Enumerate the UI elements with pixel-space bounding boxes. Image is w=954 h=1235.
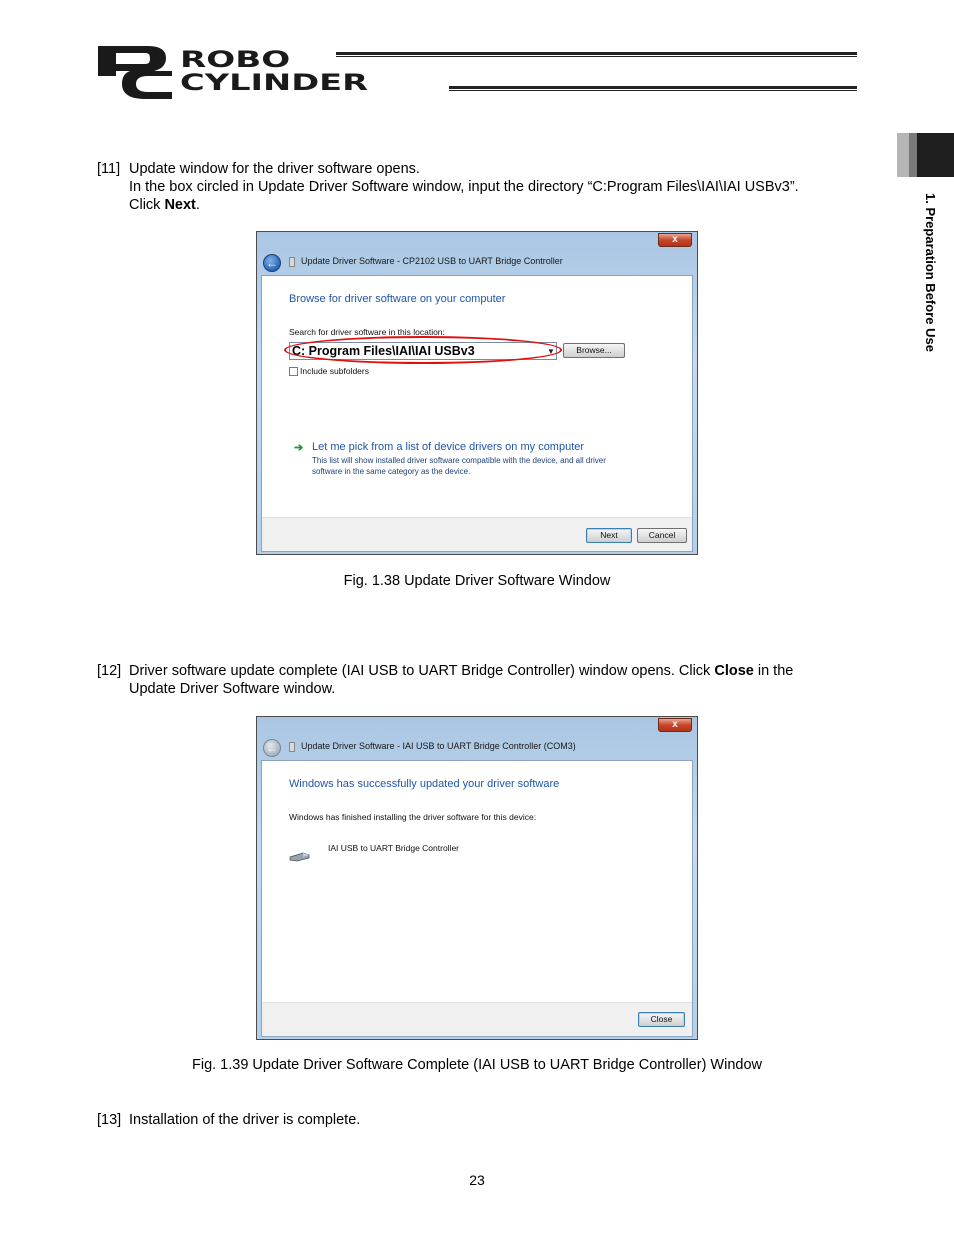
step-text: Installation of the driver is complete. bbox=[129, 1112, 361, 1128]
step-12 bbox=[97, 662, 793, 698]
dialog-footer bbox=[262, 1002, 692, 1036]
step-text: Update window for the driver software opens. bbox=[129, 161, 420, 177]
dialog-footer bbox=[262, 517, 692, 551]
green-arrow-icon: ➔ bbox=[294, 442, 304, 454]
chapter-label: 1. Preparation Before Use bbox=[923, 193, 938, 352]
update-complete-dialog bbox=[256, 716, 698, 1040]
window-title: Update Driver Software - IAI USB to UART Bridge Controller (COM3) bbox=[301, 741, 576, 751]
pick-from-list-description: This list will show installed driver software compatible with the device, and all driver software in the same category as the device. bbox=[312, 456, 606, 476]
window-close-button[interactable]: x bbox=[658, 233, 692, 247]
finished-label: Windows has finished installing the driver software for this device: bbox=[289, 812, 537, 822]
figure-caption: Fig. 1.39 Update Driver Software Complete (IAI USB to UART Bridge Controller) Window bbox=[191, 1057, 763, 1073]
window-close-button[interactable]: x bbox=[658, 718, 692, 732]
search-location-label: Search for driver software in this location: bbox=[289, 327, 445, 337]
highlight-circle bbox=[284, 336, 562, 364]
rc-logo-icon bbox=[96, 44, 174, 100]
usb-device-icon bbox=[289, 850, 311, 862]
dialog-content bbox=[261, 275, 693, 552]
driver-path-input[interactable]: C: Program Files\IAI\IAI USBv3 bbox=[289, 342, 557, 360]
logo-text-robo: ROBO bbox=[180, 48, 291, 73]
include-subfolders-checkbox[interactable] bbox=[289, 367, 298, 376]
dialog-heading: Browse for driver software on your computer bbox=[289, 293, 506, 305]
device-icon bbox=[289, 257, 295, 267]
device-name: IAI USB to UART Bridge Controller bbox=[328, 843, 460, 853]
step-text: In the box circled in Update Driver Software window, input the directory “C:Program Files\IAI\IAI USBv3”. bbox=[129, 179, 799, 195]
step-11 bbox=[97, 160, 799, 214]
browse-button[interactable]: Browse... bbox=[563, 343, 625, 358]
back-arrow-icon[interactable]: ← bbox=[263, 254, 281, 272]
logo-text-cylinder: CYLINDER bbox=[180, 71, 369, 96]
page-number: 23 bbox=[469, 1172, 485, 1188]
back-arrow-icon: ← bbox=[263, 739, 281, 757]
figure-caption: Fig. 1.38 Update Driver Software Window bbox=[343, 573, 611, 589]
step-text: Update Driver Software window. bbox=[129, 681, 336, 697]
window-title: Update Driver Software - CP2102 USB to UART Bridge Controller bbox=[301, 256, 563, 266]
cancel-button[interactable]: Cancel bbox=[637, 528, 687, 543]
next-button[interactable]: Next bbox=[586, 528, 632, 543]
step-text: Click Next. bbox=[129, 197, 200, 213]
step-text: Driver software update complete (IAI USB to UART Bridge Controller) window opens. Click Close in the bbox=[129, 663, 794, 679]
close-button[interactable]: Close bbox=[638, 1012, 685, 1027]
include-subfolders-label: Include subfolders bbox=[300, 366, 369, 376]
dialog-content bbox=[261, 760, 693, 1037]
step-number: [12] bbox=[97, 663, 122, 679]
update-driver-dialog bbox=[256, 231, 698, 555]
pick-from-list-link[interactable]: Let me pick from a list of device drivers on my computer bbox=[312, 441, 585, 453]
step-13 bbox=[97, 1111, 360, 1129]
header-rule-bottom bbox=[449, 86, 857, 91]
dialog-heading: Windows has successfully updated your driver software bbox=[289, 778, 560, 790]
header-rule-top bbox=[336, 52, 857, 57]
step-number: [11] bbox=[97, 161, 121, 177]
chapter-tab bbox=[897, 133, 954, 177]
device-icon bbox=[289, 742, 295, 752]
step-number: [13] bbox=[97, 1112, 122, 1128]
dropdown-arrow-icon[interactable]: ▼ bbox=[547, 347, 555, 356]
